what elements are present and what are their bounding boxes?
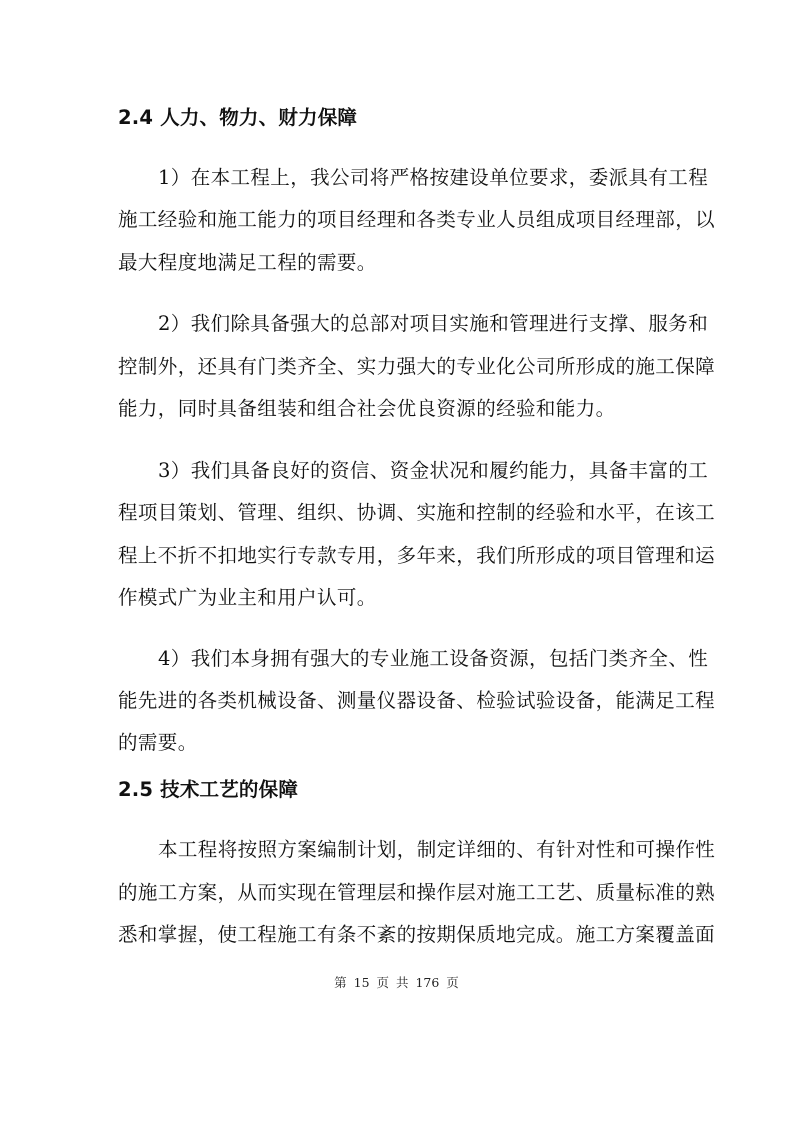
paragraph-line: 2）我们除具备强大的总部对项目实施和管理进行支撑、服务和	[158, 312, 709, 335]
paragraph-line: 4）我们本身拥有强大的专业施工设备资源，包括门类齐全、性	[158, 647, 709, 670]
paragraph-line: 控制外，还具有门类齐全、实力强大的专业化公司所形成的施工保障	[118, 355, 716, 378]
paragraph-line: 作模式广为业主和用户认可。	[118, 586, 377, 609]
paragraph-line: 程项目策划、管理、组织、协调、实施和控制的经验和水平，在该工	[118, 501, 716, 524]
paragraph-line: 施工经验和施工能力的项目经理和各类专业人员组成项目经理部，以	[118, 208, 716, 231]
paragraph-line: 最大程度地满足工程的需要。	[118, 251, 377, 274]
paragraph-line: 本工程将按照方案编制计划，制定详细的、有针对性和可操作性	[158, 838, 716, 861]
section-heading-2-5: 2.5 技术工艺的保障	[118, 778, 299, 801]
paragraph-line: 3）我们具备良好的资信、资金状况和履约能力，具备丰富的工	[158, 459, 709, 482]
section-heading-2-4: 2.4 人力、物力、财力保障	[118, 106, 358, 129]
paragraph-line: 1）在本工程上，我公司将严格按建设单位要求，委派具有工程	[158, 166, 709, 189]
paragraph-line: 能力，同时具备组装和组合社会优良资源的经验和能力。	[118, 397, 616, 420]
paragraph-line: 悉和掌握，使工程施工有条不紊的按期保质地完成。施工方案覆盖面	[118, 923, 716, 946]
paragraph-line: 程上不折不扣地实行专款专用，多年来，我们所形成的项目管理和运	[118, 544, 716, 567]
paragraph-line: 的施工方案，从而实现在管理层和操作层对施工工艺、质量标准的熟	[118, 881, 716, 904]
page-number-footer: 第 15 页 共 176 页	[334, 975, 459, 990]
paragraph-line: 的需要。	[118, 731, 198, 754]
paragraph-line: 能先进的各类机械设备、测量仪器设备、检验试验设备，能满足工程	[118, 689, 716, 712]
